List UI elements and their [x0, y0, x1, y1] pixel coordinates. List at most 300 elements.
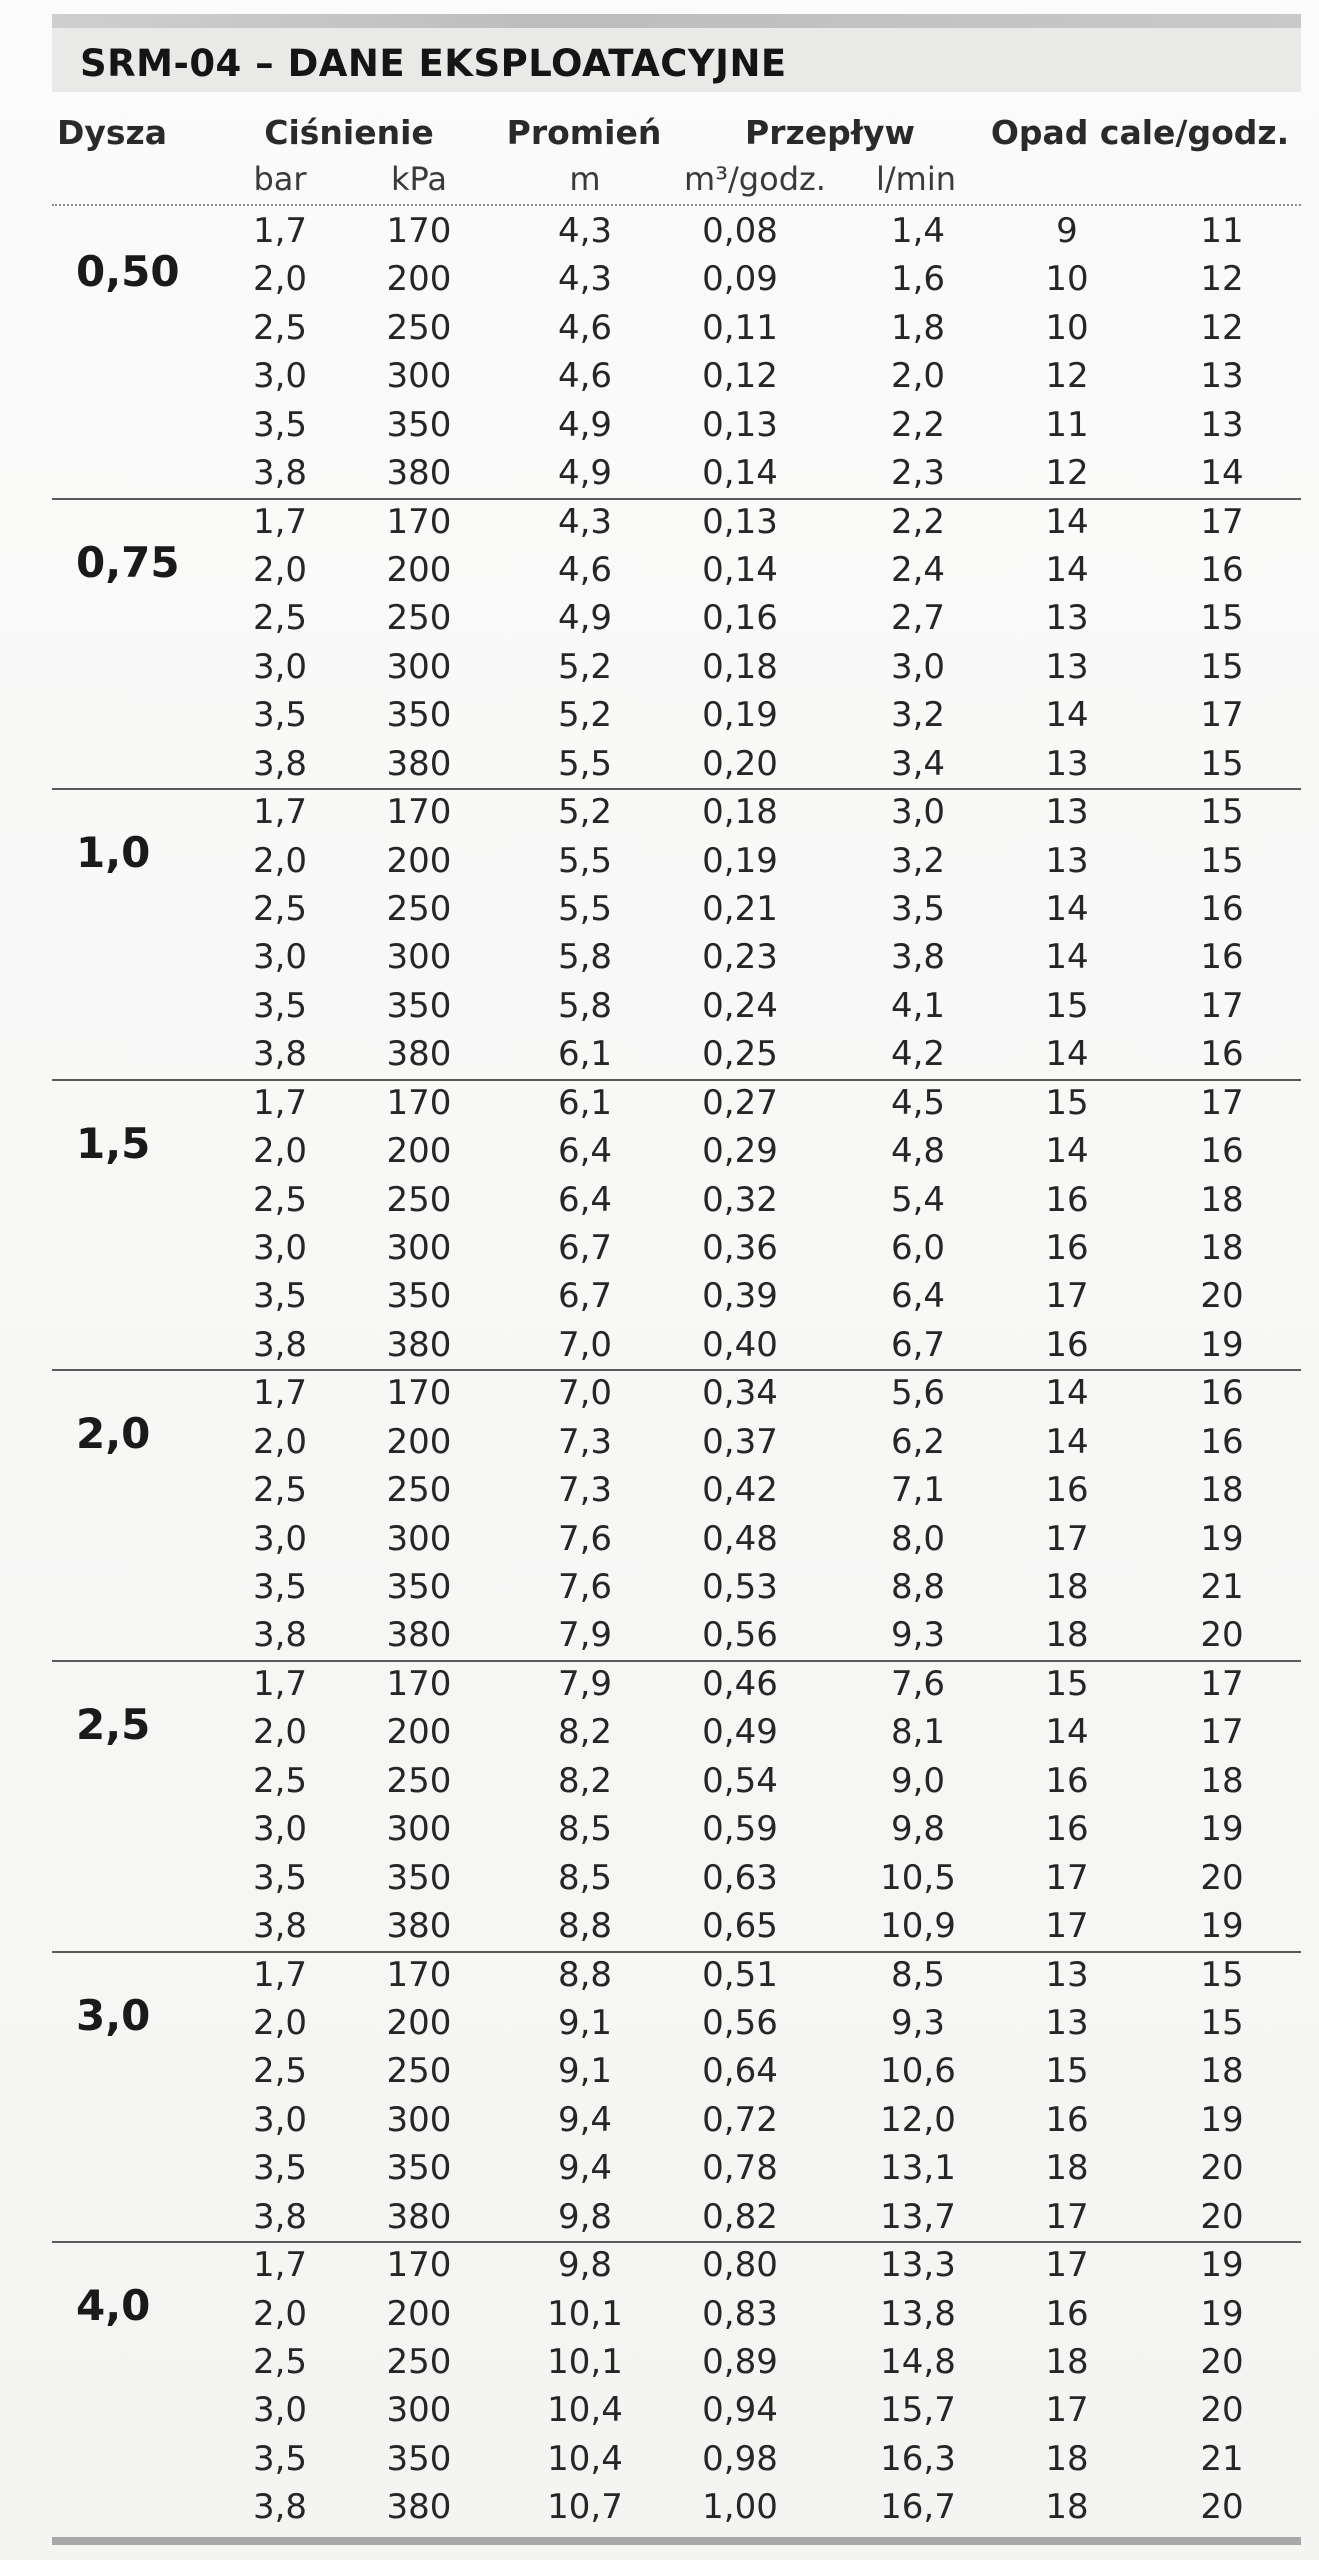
cell-promien: 7,6: [557, 1566, 613, 1607]
cell-bar: 2,5: [252, 1179, 308, 1220]
cell-m3-godz: 0,18: [702, 646, 778, 687]
cell-bar: 3,8: [252, 1324, 308, 1365]
cell-opad-1: 17: [1045, 1906, 1089, 1946]
cell-kpa: 200: [386, 840, 452, 881]
nozzle-label: 0,50: [76, 247, 180, 296]
cell-kpa: 380: [386, 2196, 452, 2237]
cell-l-min: 9,3: [890, 2002, 946, 2043]
cell-opad-1: 17: [1045, 2196, 1089, 2237]
table-row: [0, 788, 1319, 836]
cell-m3-godz: 0,40: [702, 1324, 778, 1365]
cell-l-min: 10,9: [880, 1906, 956, 1946]
cell-promien: 6,7: [557, 1276, 613, 1317]
cell-l-min: 1,6: [890, 259, 946, 300]
cell-opad-1: 16: [1045, 1324, 1089, 1365]
cell-l-min: 3,0: [890, 792, 946, 833]
cell-kpa: 380: [386, 1324, 452, 1365]
cell-l-min: 9,3: [890, 1615, 946, 1656]
cell-bar: 3,5: [252, 2148, 308, 2189]
cell-opad-1: 15: [1045, 1082, 1089, 1123]
table-row: [0, 2144, 1319, 2192]
cell-promien: 7,6: [557, 1518, 613, 1559]
header-promien: Promień: [506, 113, 662, 152]
cell-opad-2: 16: [1200, 1034, 1244, 1075]
header-opad: Opad cale/godz.: [990, 113, 1290, 152]
table-row: [0, 2338, 1319, 2386]
cell-kpa: 300: [386, 2099, 452, 2140]
cell-m3-godz: 0,11: [702, 307, 778, 348]
cell-l-min: 6,4: [890, 1276, 946, 1317]
nozzle-label: 1,0: [76, 828, 151, 878]
cell-opad-1: 16: [1045, 1809, 1089, 1850]
cell-m3-godz: 0,32: [702, 1179, 778, 1220]
cell-kpa: 350: [386, 404, 452, 445]
cell-opad-2: 15: [1200, 743, 1244, 784]
cell-opad-1: 16: [1045, 2293, 1089, 2334]
cell-opad-2: 13: [1200, 356, 1244, 397]
cell-l-min: 13,3: [880, 2245, 956, 2286]
cell-kpa: 380: [386, 1906, 452, 1946]
nozzle-label: 4,0: [76, 2281, 151, 2331]
nozzle-label: 1,5: [76, 1118, 151, 1168]
cell-kpa: 200: [386, 2002, 452, 2043]
cell-opad-1: 13: [1045, 598, 1089, 639]
cell-m3-godz: 0,19: [702, 840, 778, 881]
cell-opad-1: 14: [1045, 1712, 1089, 1753]
cell-m3-godz: 0,25: [702, 1034, 778, 1075]
cell-bar: 1,7: [252, 792, 308, 833]
header-przeplyw: Przepływ: [745, 113, 915, 152]
cell-bar: 3,0: [252, 1227, 308, 1268]
cell-bar: 2,5: [252, 1470, 308, 1511]
cell-opad-1: 17: [1045, 2390, 1089, 2431]
cell-opad-1: 14: [1045, 1373, 1089, 1414]
cell-l-min: 8,5: [890, 1954, 946, 1995]
cell-l-min: 13,7: [880, 2196, 956, 2237]
cell-m3-godz: 0,16: [702, 598, 778, 639]
cell-opad-1: 15: [1045, 985, 1089, 1026]
cell-opad-2: 19: [1200, 1324, 1244, 1365]
cell-opad-1: 16: [1045, 2099, 1089, 2140]
cell-bar: 3,0: [252, 2390, 308, 2431]
cell-promien: 8,8: [557, 1954, 613, 1995]
table-row: [0, 2435, 1319, 2483]
cell-kpa: 350: [386, 1566, 452, 1607]
cell-m3-godz: 0,53: [702, 1566, 778, 1607]
cell-kpa: 380: [386, 1034, 452, 1075]
cell-kpa: 200: [386, 2293, 452, 2334]
cell-opad-2: 17: [1200, 985, 1244, 1026]
cell-m3-godz: 0,09: [702, 259, 778, 300]
cell-opad-1: 9: [1056, 211, 1078, 251]
cell-promien: 4,6: [557, 549, 613, 590]
cell-opad-1: 18: [1045, 2487, 1089, 2528]
cell-opad-2: 16: [1200, 1131, 1244, 1172]
cell-l-min: 7,1: [890, 1470, 946, 1511]
cell-kpa: 380: [386, 2487, 452, 2528]
cell-opad-2: 18: [1200, 1227, 1244, 1268]
cell-bar: 1,7: [252, 2245, 308, 2286]
table-row: [0, 691, 1319, 739]
cell-promien: 7,3: [557, 1421, 613, 1462]
cell-opad-1: 13: [1045, 1954, 1089, 1995]
cell-kpa: 350: [386, 2148, 452, 2189]
subheader-l-min: l/min: [875, 160, 957, 198]
cell-promien: 8,5: [557, 1809, 613, 1850]
cell-l-min: 1,4: [890, 211, 946, 251]
cell-m3-godz: 0,29: [702, 1131, 778, 1172]
cell-m3-godz: 0,83: [702, 2293, 778, 2334]
cell-opad-1: 17: [1045, 2245, 1089, 2286]
cell-opad-2: 15: [1200, 646, 1244, 687]
cell-opad-2: 20: [1200, 2390, 1244, 2431]
cell-opad-1: 14: [1045, 1131, 1089, 1172]
table-row: [0, 1999, 1319, 2047]
cell-opad-2: 20: [1200, 1276, 1244, 1317]
cell-kpa: 250: [386, 307, 452, 348]
cell-promien: 10,4: [547, 2390, 623, 2431]
cell-promien: 5,2: [557, 646, 613, 687]
cell-m3-godz: 0,89: [702, 2341, 778, 2382]
cell-promien: 6,1: [557, 1082, 613, 1123]
table-row: [0, 1030, 1319, 1078]
cell-bar: 2,5: [252, 307, 308, 348]
cell-opad-1: 13: [1045, 743, 1089, 784]
cell-promien: 7,3: [557, 1470, 613, 1511]
cell-bar: 2,5: [252, 1760, 308, 1801]
cell-kpa: 170: [386, 211, 452, 251]
cell-opad-1: 16: [1045, 1470, 1089, 1511]
cell-l-min: 2,4: [890, 549, 946, 590]
cell-l-min: 1,8: [890, 307, 946, 348]
cell-l-min: 8,8: [890, 1566, 946, 1607]
cell-promien: 6,4: [557, 1131, 613, 1172]
table-row: [0, 1854, 1319, 1902]
cell-bar: 1,7: [252, 1082, 308, 1123]
cell-bar: 3,0: [252, 356, 308, 397]
cell-opad-1: 17: [1045, 1518, 1089, 1559]
cell-m3-godz: 0,42: [702, 1470, 778, 1511]
cell-promien: 4,9: [557, 453, 613, 493]
cell-l-min: 5,4: [890, 1179, 946, 1220]
cell-kpa: 170: [386, 501, 452, 542]
cell-opad-1: 17: [1045, 1276, 1089, 1317]
table-row: [0, 837, 1319, 885]
cell-l-min: 16,7: [880, 2487, 956, 2528]
cell-opad-1: 16: [1045, 1227, 1089, 1268]
table-row: [0, 1224, 1319, 1272]
table-row: [0, 885, 1319, 933]
cell-opad-1: 14: [1045, 549, 1089, 590]
cell-kpa: 250: [386, 2341, 452, 2382]
nozzle-group: [0, 1951, 1319, 2241]
table-row: [0, 2386, 1319, 2434]
nozzle-group: [0, 498, 1319, 788]
cell-opad-2: 18: [1200, 2051, 1244, 2092]
cell-opad-1: 18: [1045, 2438, 1089, 2479]
cell-bar: 3,8: [252, 453, 308, 493]
cell-opad-2: 19: [1200, 1809, 1244, 1850]
table-row: [0, 1563, 1319, 1611]
cell-promien: 10,1: [547, 2341, 623, 2382]
table-row: [0, 1805, 1319, 1853]
cell-opad-2: 17: [1200, 1664, 1244, 1704]
table-row: [0, 594, 1319, 642]
nozzle-group: [0, 788, 1319, 1078]
cell-kpa: 250: [386, 1179, 452, 1220]
cell-l-min: 13,8: [880, 2293, 956, 2334]
cell-m3-godz: 0,51: [702, 1954, 778, 1995]
cell-opad-2: 11: [1200, 211, 1244, 251]
table-row: [0, 1272, 1319, 1320]
cell-promien: 5,2: [557, 695, 613, 736]
cell-kpa: 170: [386, 1954, 452, 1995]
cell-opad-1: 18: [1045, 1566, 1089, 1607]
cell-m3-godz: 1,00: [702, 2487, 778, 2528]
cell-promien: 4,9: [557, 404, 613, 445]
cell-opad-1: 14: [1045, 937, 1089, 978]
cell-opad-2: 16: [1200, 888, 1244, 929]
cell-opad-2: 20: [1200, 2341, 1244, 2382]
cell-l-min: 14,8: [880, 2341, 956, 2382]
cell-kpa: 300: [386, 1809, 452, 1850]
cell-bar: 3,8: [252, 1034, 308, 1075]
table-row: [0, 1660, 1319, 1708]
cell-l-min: 6,7: [890, 1324, 946, 1365]
cell-bar: 2,0: [252, 549, 308, 590]
cell-bar: 3,0: [252, 1809, 308, 1850]
table-row: [0, 933, 1319, 981]
cell-l-min: 15,7: [880, 2390, 956, 2431]
cell-opad-2: 20: [1200, 2148, 1244, 2189]
cell-kpa: 250: [386, 2051, 452, 2092]
cell-opad-1: 13: [1045, 840, 1089, 881]
table-row: [0, 2241, 1319, 2289]
cell-m3-godz: 0,19: [702, 695, 778, 736]
cell-bar: 2,0: [252, 840, 308, 881]
cell-opad-2: 20: [1200, 2487, 1244, 2528]
cell-kpa: 200: [386, 549, 452, 590]
cell-m3-godz: 0,36: [702, 1227, 778, 1268]
cell-bar: 3,0: [252, 937, 308, 978]
cell-kpa: 300: [386, 2390, 452, 2431]
table-row: [0, 498, 1319, 546]
cell-opad-2: 16: [1200, 549, 1244, 590]
cell-m3-godz: 0,63: [702, 1857, 778, 1898]
cell-l-min: 3,4: [890, 743, 946, 784]
cell-promien: 9,4: [557, 2148, 613, 2189]
cell-opad-1: 15: [1045, 1664, 1089, 1704]
cell-promien: 5,2: [557, 792, 613, 833]
cell-kpa: 300: [386, 646, 452, 687]
cell-bar: 3,0: [252, 2099, 308, 2140]
cell-m3-godz: 0,18: [702, 792, 778, 833]
cell-promien: 9,1: [557, 2051, 613, 2092]
cell-opad-2: 15: [1200, 840, 1244, 881]
cell-bar: 3,5: [252, 1276, 308, 1317]
cell-opad-1: 14: [1045, 1034, 1089, 1075]
cell-opad-2: 16: [1200, 1373, 1244, 1414]
cell-bar: 2,0: [252, 1421, 308, 1462]
cell-l-min: 2,0: [890, 356, 946, 397]
cell-opad-2: 16: [1200, 937, 1244, 978]
cell-kpa: 250: [386, 1470, 452, 1511]
cell-l-min: 4,1: [890, 985, 946, 1026]
cell-opad-1: 14: [1045, 1421, 1089, 1462]
cell-kpa: 300: [386, 1227, 452, 1268]
cell-opad-1: 10: [1045, 307, 1089, 348]
cell-bar: 2,0: [252, 1712, 308, 1753]
cell-promien: 7,9: [557, 1664, 613, 1704]
cell-bar: 3,0: [252, 646, 308, 687]
table-row: [0, 643, 1319, 691]
cell-m3-godz: 0,37: [702, 1421, 778, 1462]
cell-promien: 4,3: [557, 501, 613, 542]
cell-opad-2: 15: [1200, 2002, 1244, 2043]
table-row: [0, 255, 1319, 303]
cell-m3-godz: 0,78: [702, 2148, 778, 2189]
nozzle-group: [0, 2241, 1319, 2531]
cell-l-min: 2,2: [890, 404, 946, 445]
cell-bar: 3,5: [252, 985, 308, 1026]
table-row: [0, 2483, 1319, 2531]
table-row: [0, 2290, 1319, 2338]
cell-kpa: 350: [386, 985, 452, 1026]
cell-bar: 2,5: [252, 2051, 308, 2092]
cell-m3-godz: 0,59: [702, 1809, 778, 1850]
nozzle-group: [0, 1369, 1319, 1659]
cell-bar: 3,8: [252, 2196, 308, 2237]
table-row: [0, 401, 1319, 449]
cell-l-min: 6,0: [890, 1227, 946, 1268]
cell-kpa: 250: [386, 888, 452, 929]
cell-m3-godz: 0,48: [702, 1518, 778, 1559]
cell-opad-2: 21: [1200, 2438, 1244, 2479]
cell-kpa: 170: [386, 1373, 452, 1414]
subheader-kpa: kPa: [391, 160, 447, 198]
cell-kpa: 200: [386, 1712, 452, 1753]
cell-m3-godz: 0,80: [702, 2245, 778, 2286]
nozzle-label: 3,0: [76, 1990, 151, 2040]
cell-opad-1: 18: [1045, 2341, 1089, 2382]
cell-bar: 3,5: [252, 1857, 308, 1898]
cell-promien: 9,8: [557, 2245, 613, 2286]
cell-m3-godz: 0,21: [702, 888, 778, 929]
cell-m3-godz: 0,64: [702, 2051, 778, 2092]
cell-bar: 3,5: [252, 1566, 308, 1607]
subheader-bar: bar: [253, 160, 307, 198]
cell-bar: 2,0: [252, 1131, 308, 1172]
cell-m3-godz: 0,39: [702, 1276, 778, 1317]
cell-opad-2: 21: [1200, 1566, 1244, 1607]
cell-kpa: 350: [386, 1276, 452, 1317]
table-row: [0, 982, 1319, 1030]
cell-opad-1: 14: [1045, 695, 1089, 736]
cell-l-min: 3,2: [890, 840, 946, 881]
cell-bar: 3,8: [252, 1906, 308, 1946]
table-row: [0, 1321, 1319, 1369]
cell-opad-1: 16: [1045, 1179, 1089, 1220]
cell-m3-godz: 0,08: [702, 211, 778, 251]
table-row: [0, 1757, 1319, 1805]
table-row: [0, 449, 1319, 497]
table-row: [0, 352, 1319, 400]
table-row: [0, 1079, 1319, 1127]
nozzle-group: [0, 207, 1319, 497]
cell-promien: 5,5: [557, 743, 613, 784]
cell-opad-2: 13: [1200, 404, 1244, 445]
table-row: [0, 1515, 1319, 1563]
cell-l-min: 10,6: [880, 2051, 956, 2092]
table-row: [0, 1902, 1319, 1950]
cell-kpa: 350: [386, 2438, 452, 2479]
cell-promien: 4,3: [557, 211, 613, 251]
bottom-rule: [52, 2537, 1301, 2545]
cell-opad-2: 14: [1200, 453, 1244, 493]
cell-l-min: 5,6: [890, 1373, 946, 1414]
cell-opad-2: 15: [1200, 598, 1244, 639]
cell-bar: 1,7: [252, 501, 308, 542]
cell-bar: 2,5: [252, 888, 308, 929]
cell-promien: 10,7: [547, 2487, 623, 2528]
cell-m3-godz: 0,34: [702, 1373, 778, 1414]
cell-promien: 4,9: [557, 598, 613, 639]
cell-opad-2: 19: [1200, 2293, 1244, 2334]
table-row: [0, 1708, 1319, 1756]
cell-m3-godz: 0,72: [702, 2099, 778, 2140]
cell-opad-2: 19: [1200, 2245, 1244, 2286]
cell-promien: 8,2: [557, 1712, 613, 1753]
table-title: SRM-04 – DANE EKSPLOATACYJNE: [80, 42, 787, 85]
cell-promien: 8,8: [557, 1906, 613, 1946]
cell-l-min: 7,6: [890, 1664, 946, 1704]
cell-l-min: 6,2: [890, 1421, 946, 1462]
header-divider: [52, 204, 1301, 206]
cell-opad-2: 20: [1200, 1857, 1244, 1898]
cell-l-min: 4,2: [890, 1034, 946, 1075]
nozzle-label: 0,75: [76, 537, 180, 587]
cell-opad-1: 10: [1045, 259, 1089, 300]
cell-promien: 4,3: [557, 259, 613, 300]
cell-l-min: 4,5: [890, 1082, 946, 1123]
cell-bar: 3,8: [252, 2487, 308, 2528]
header-cisnienie: Ciśnienie: [264, 113, 434, 152]
cell-kpa: 170: [386, 2245, 452, 2286]
cell-promien: 4,6: [557, 356, 613, 397]
cell-bar: 3,8: [252, 743, 308, 784]
cell-kpa: 380: [386, 743, 452, 784]
table-row: [0, 546, 1319, 594]
cell-opad-2: 15: [1200, 792, 1244, 833]
cell-opad-2: 12: [1200, 307, 1244, 348]
nozzle-label: 2,0: [76, 1409, 151, 1459]
cell-m3-godz: 0,65: [702, 1906, 778, 1946]
table-row: [0, 740, 1319, 788]
table-row: [0, 1466, 1319, 1514]
table-row: [0, 2047, 1319, 2095]
cell-opad-1: 18: [1045, 1615, 1089, 1656]
cell-l-min: 10,5: [880, 1857, 956, 1898]
top-band: [52, 14, 1301, 28]
cell-m3-godz: 0,24: [702, 985, 778, 1026]
cell-opad-2: 17: [1200, 1082, 1244, 1123]
cell-l-min: 9,0: [890, 1760, 946, 1801]
cell-bar: 1,7: [252, 211, 308, 251]
cell-opad-2: 15: [1200, 1954, 1244, 1995]
cell-l-min: 3,2: [890, 695, 946, 736]
cell-promien: 8,2: [557, 1760, 613, 1801]
cell-l-min: 2,2: [890, 501, 946, 542]
